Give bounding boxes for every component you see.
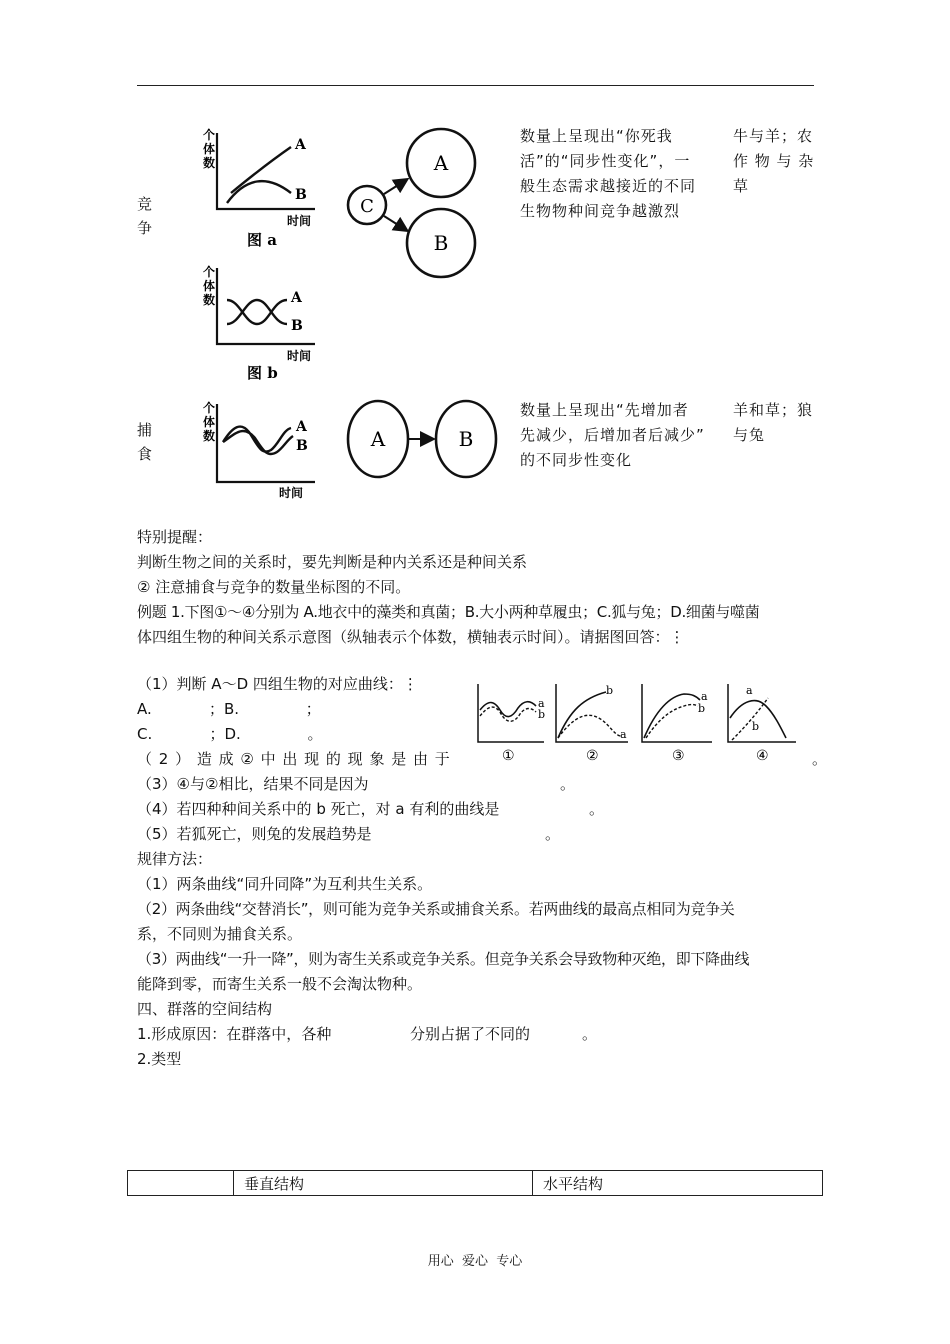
chart-1-curve-b <box>480 707 536 721</box>
question-2-end: 。 <box>812 750 828 768</box>
competition-diagram <box>340 120 480 285</box>
xlabel: 时间 <box>287 349 312 363</box>
method-3-line-1: （3）两曲线“一升一降”，则为寄生关系或竞争关系。但竞争关系会导致物种灭绝，即下降曲线 <box>137 950 750 968</box>
notes-heading: 特别提醒： <box>137 528 213 546</box>
chart-4-curve-b <box>732 698 768 740</box>
question-5: （5）若狐死亡，则兔的发展趋势是 <box>137 825 372 843</box>
chart-3-curve-b <box>646 705 698 739</box>
question-2: （ 2 ） 造 成 ② 中 出 现 的 现 象 是 由 于 <box>137 750 450 768</box>
ylabel-char: 体 <box>203 142 216 156</box>
chart-2-axes <box>556 684 628 742</box>
chart-2-label-a: a <box>620 728 627 741</box>
question-3-end: 。 <box>560 775 576 793</box>
curve-a-label: A <box>296 419 307 435</box>
chart-2-curve-b <box>558 692 606 738</box>
row-label-competition: 竞 争 <box>137 195 153 237</box>
figure-a-competition-chart <box>195 125 335 255</box>
question-1: （1）判断 A～D 四组生物的对应曲线：⋮ <box>137 675 418 693</box>
curve-a-label: A <box>291 290 302 306</box>
notes-line-2: ② 注意捕食与竞争的数量坐标图的不同。 <box>137 578 411 596</box>
chart-2-label-b: b <box>606 684 614 697</box>
chart-3-number: ③ <box>672 748 685 764</box>
chart-4-axes <box>728 684 796 742</box>
section-4-cause: 1.形成原因：在群落中，各种 <box>137 1025 332 1043</box>
node-prey-label: A <box>370 427 386 451</box>
predation-description: 数量上呈现出“先增加者 先减少，后增加者后减少” 的不同步性变化 <box>520 401 705 469</box>
section-4-cause-2: 分别占据了不同的 <box>410 1025 531 1043</box>
method-3-line-2: 能降到零，而寄生关系一般不会淘汰物种。 <box>137 975 423 993</box>
table-cell-empty <box>127 1170 234 1196</box>
node-a-label: A <box>433 151 449 175</box>
ylabel-char: 个 <box>203 265 216 279</box>
figure-caption: 图 b <box>247 364 278 382</box>
predation-examples: 羊和草；狼 与兔 <box>733 401 814 444</box>
xlabel: 时间 <box>287 214 312 228</box>
predation-diagram <box>343 393 498 488</box>
chart-2-number: ② <box>586 748 599 764</box>
chart-3-label-b: b <box>698 702 706 715</box>
chart-1-label-a: a <box>538 697 545 710</box>
chart-4-label-a: a <box>746 684 753 697</box>
ylabel-char: 体 <box>203 415 216 429</box>
question-5-end: 。 <box>545 825 561 843</box>
curve-b-label: B <box>291 318 303 334</box>
table-header-horizontal: 水平结构 <box>532 1170 823 1196</box>
figure-caption: 图 a <box>247 231 277 249</box>
row-label-predation: 捕 食 <box>137 421 153 463</box>
page-footer: 用心 爱心 专心 <box>427 1254 523 1269</box>
node-c-label: C <box>360 196 374 217</box>
chart-3-curve-a <box>644 694 700 738</box>
chart-1-label-b: b <box>538 708 546 721</box>
notes-line-1: 判断生物之间的关系时，要先判断是种内关系还是种间关系 <box>137 553 528 571</box>
question-1-answers-ab: A. ；B. ； <box>137 700 321 718</box>
section-4-cause-end: 。 <box>582 1025 598 1043</box>
header-rule <box>137 85 814 86</box>
curve-b <box>227 181 291 203</box>
predation-chart <box>195 398 335 503</box>
section-4-heading: 四、群落的空间结构 <box>137 1000 273 1018</box>
ylabel-char: 个 <box>203 128 216 142</box>
competition-description: 数量上呈现出“你死我 活”的“同步性变化”，一 般生态需求越接近的不同 生物物种间竞争越激烈 <box>520 127 697 220</box>
competition-examples: 牛与羊；农 作 物 与 杂 草 <box>733 127 815 195</box>
question-4: （4）若四种种间关系中的 b 死亡，对 a 有利的曲线是 <box>137 800 500 818</box>
question-4-end: 。 <box>589 800 605 818</box>
table-header-vertical: 垂直结构 <box>233 1170 533 1196</box>
method-2-line-2: 系，不同则为捕食关系。 <box>137 925 303 943</box>
section-4-types: 2.类型 <box>137 1050 182 1068</box>
chart-1-number: ① <box>502 748 515 764</box>
arrow-c-to-b <box>384 216 406 230</box>
arrow-c-to-a <box>384 180 406 194</box>
ylabel-char: 体 <box>203 279 216 293</box>
chart-4-label-b: b <box>752 720 760 733</box>
xlabel: 时间 <box>279 486 304 500</box>
chart-4-number: ④ <box>756 748 769 764</box>
node-b-label: B <box>433 231 449 255</box>
methods-heading: 规律方法： <box>137 850 213 868</box>
ylabel-char: 数 <box>203 156 216 170</box>
curve-b-label: B <box>295 187 307 203</box>
method-1: （1）两条曲线“同升同降”为互利共生关系。 <box>137 875 433 893</box>
chart-1-axes <box>478 684 544 742</box>
question-1-answers-cd: C. ；D. 。 <box>137 725 323 743</box>
four-relationship-charts <box>470 680 810 765</box>
question-3: （3）④与②相比，结果不同是因为 <box>137 775 369 793</box>
ylabel-char: 数 <box>203 293 216 307</box>
chart-3-label-a: a <box>701 690 708 703</box>
method-2-line-1: （2）两条曲线“交替消长”，则可能为竞争关系或捕食关系。若两曲线的最高点相同为竞争关 <box>137 900 735 918</box>
curve-a-label: A <box>295 137 306 153</box>
node-predator-label: B <box>458 427 474 451</box>
figure-b-competition-chart <box>195 262 335 384</box>
ylabel-char: 数 <box>203 429 216 443</box>
ylabel-char: 个 <box>203 401 216 415</box>
curve-b-label: B <box>296 438 308 454</box>
example-line-2: 体四组生物的种间关系示意图（纵轴表示个体数，横轴表示时间）。请据图回答：⋮ <box>137 628 685 646</box>
example-line-1: 例题 1.下图①～④分别为 A.地衣中的藻类和真菌；B.大小两种草履虫；C.狐与兔；D.细菌与噬菌 <box>137 603 760 621</box>
